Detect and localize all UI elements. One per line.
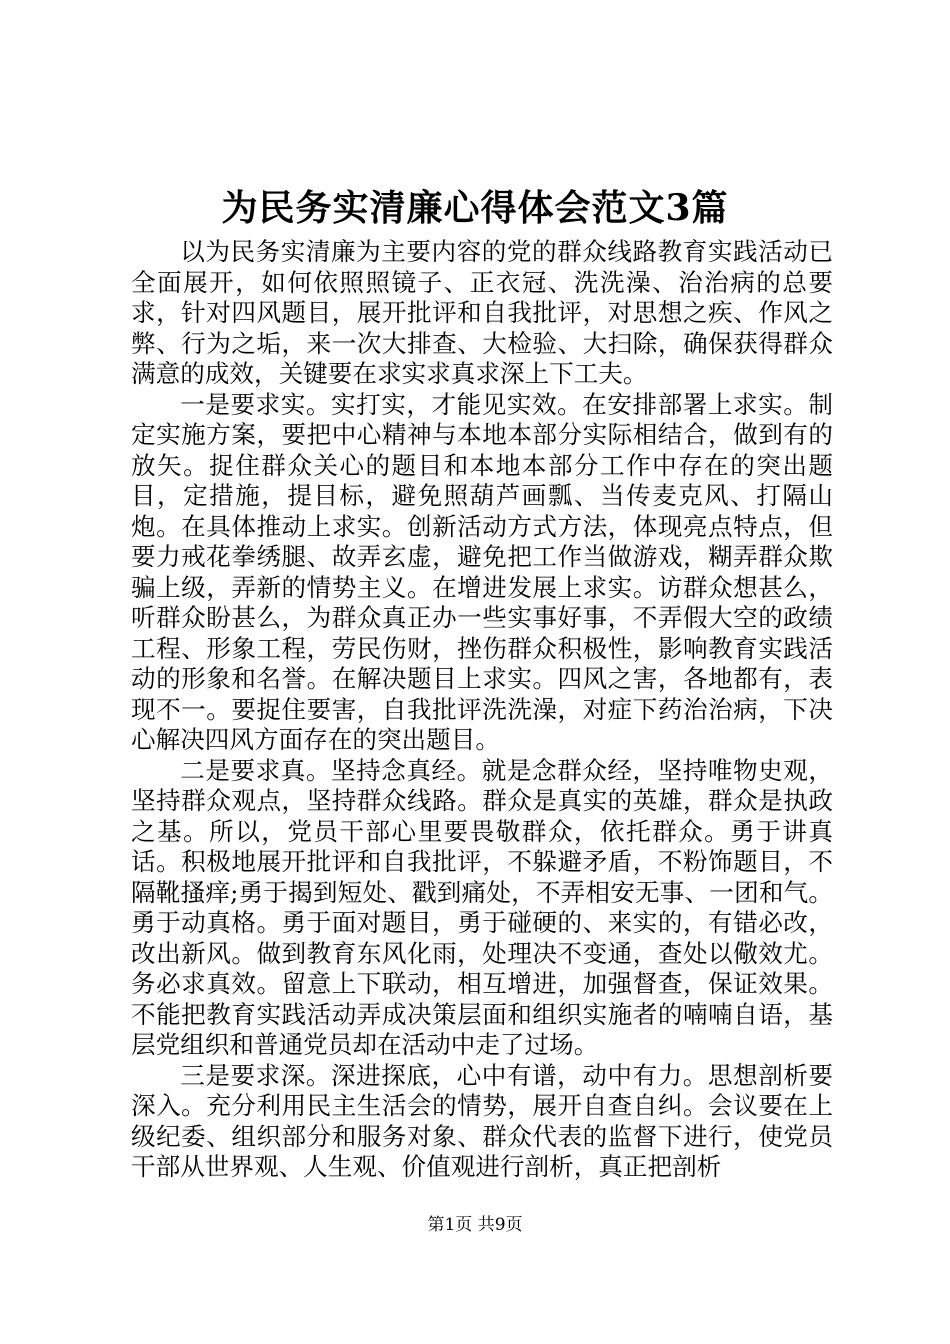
paragraph-intro: 以为民务实清廉为主要内容的党的群众线路教育实践活动已全面展开，如何依照照镜子、正衣冠、洗洗澡、治治病的总要求，针对四风题目，展开批评和自我批评，对思想之疾、作风之弊、行为之垢，来一次大排查、大检验、大扫除，确保获得群众满意的成效，关键要在求实求真求深上下工夫。 [131, 237, 833, 388]
document-body [131, 237, 833, 1183]
document-title: 为民务实清廉心得体会范文3篇 [221, 187, 729, 229]
paragraph-seek-truth: 二是要求真。坚持念真经。就是念群众经，坚持唯物史观，坚持群众观点，坚持群众线路。群众是真实的英雄，群众是执政之基。所以，党员干部心里要畏敬群众，依托群众。勇于讲真话。积极地展开批评和自我批评，不躲避矛盾，不粉饰题目，不隔靴搔痒;勇于揭到短处、戳到痛处，不弄相安无事、一团和气。勇于动真格。勇于面对题目，勇于碰硬的、来实的，有错必改，改出新风。做到教育东风化雨，处理决不变通，查处以儆效尤。务必求真效。留意上下联动，相互增进，加强督查，保证效果。不能把教育实践活动弄成决策层面和组织实施者的喃喃自语，基层党组织和普通党员却在活动中走了过场。 [131, 755, 833, 1059]
paragraph-seek-depth: 三是要求深。深进探底，心中有谱，动中有力。思想剖析要深入。充分利用民主生活会的情势，展开自查自纠。会议要在上级纪委、组织部分和服务对象、群众代表的监督下进行，使党员干部从世界观、人生观、价值观进行剖析，真正把剖析 [131, 1060, 833, 1181]
paragraph-seek-practicality: 一是要求实。实打实，才能见实效。在安排部署上求实。制定实施方案，要把中心精神与本地本部分实际相结合，做到有的放矢。捉住群众关心的题目和本地本部分工作中存在的突出题目，定措施，提目标，避免照葫芦画瓢、当传麦克风、打隔山炮。在具体推动上求实。创新活动方式方法，体现亮点特点，但要力戒花拳绣腿、故弄玄虚，避免把工作当做游戏，糊弄群众欺骗上级，弄新的情势主义。在增进发展上求实。访群众想甚么，听群众盼甚么，为群众真正办一些实事好事，不弄假大空的政绩工程、形象工程，劳民伤财，挫伤群众积极性，影响教育实践活动的形象和名誉。在解决题目上求实。四风之害，各地都有，表现不一。要捉住要害，自我批评洗洗澡，对症下药治治病，下决心解决四风方面存在的突出题目。 [131, 389, 833, 754]
page-footer: 第1页 共9页 [427, 1215, 523, 1235]
